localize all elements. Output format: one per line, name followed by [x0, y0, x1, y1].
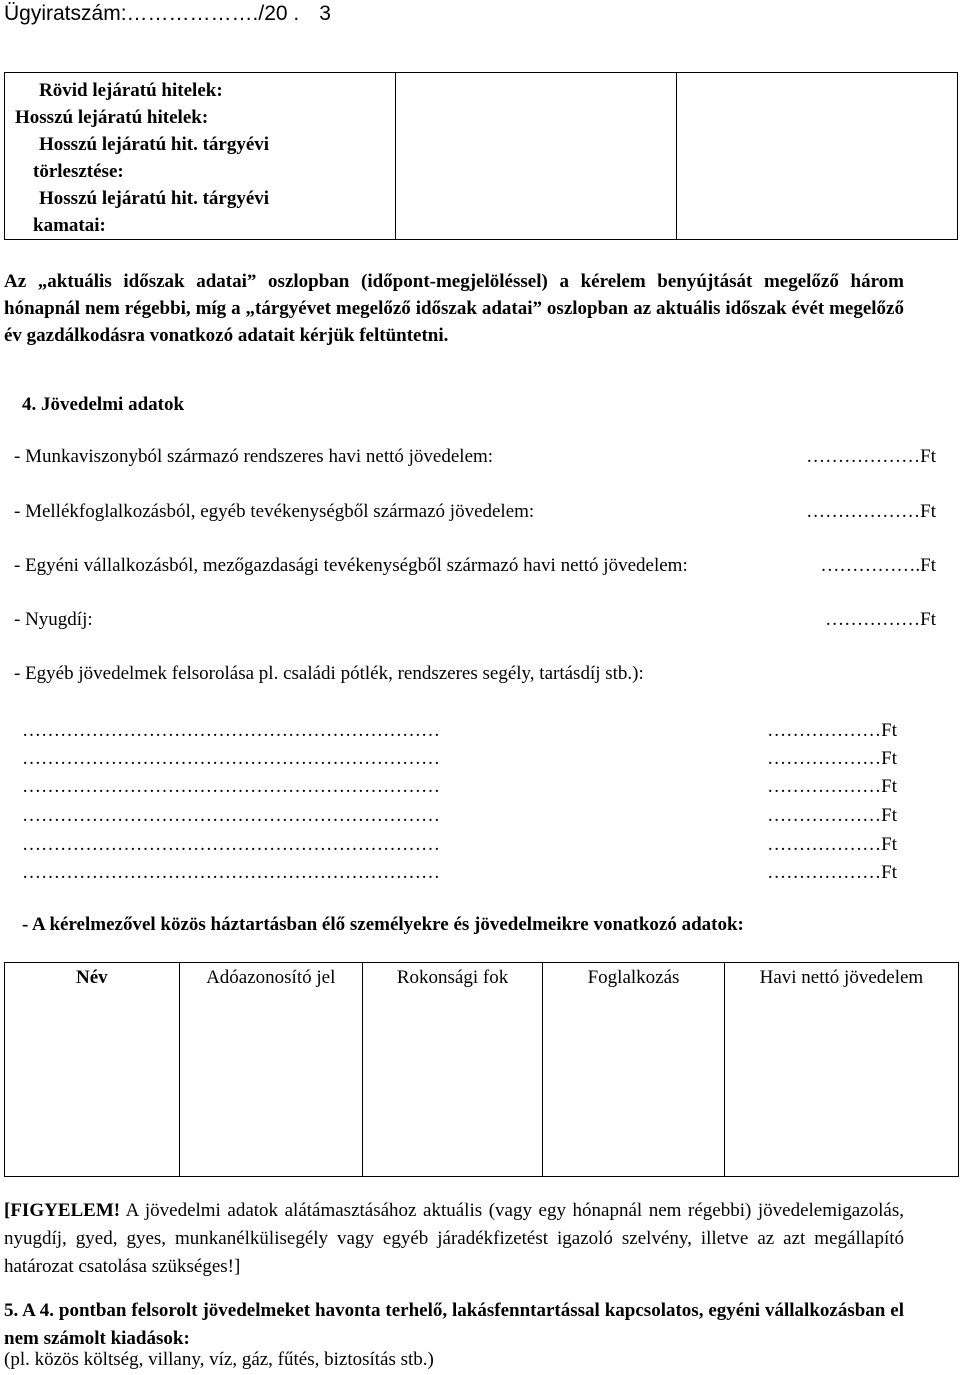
long-term-repayment-label-2: törlesztése: — [33, 161, 124, 182]
other-income-line[interactable] — [22, 834, 897, 856]
household-title: - A kérelmezővel közös háztartásban élő személyekre és jövedelmeikre vonatkozó adatok: — [22, 914, 744, 935]
household-table — [4, 962, 959, 1177]
income-value-field[interactable]: …………….Ft — [820, 555, 936, 576]
income-row-pension — [14, 609, 936, 631]
income-row-self-employed — [14, 555, 936, 577]
period-note-paragraph: Az „aktuális időszak adatai” oszlopban (időpont-megjelöléssel) a kérelem benyújtását megelőző három hónapnál nem régebbi, míg a „tárgyévet megelőző időszak adatai” oszlopban az aktuális időszak évét megelőző év gazdálkodásra vonatkozó adatait kérjük feltüntetni. — [4, 271, 904, 346]
warning-label: [FIGYELEM! — [4, 1200, 121, 1221]
section5-title: 5. A 4. pontban felsorolt jövedelmeket havonta terhelő, lakásfenntartással kapcsolatos, egyéni vállalkozásban el nem számolt kiadások: — [4, 1300, 904, 1349]
warning-text: A jövedelmi adatok alátámasztásához aktuális (vagy egy hónapnál nem régebbi) jövedelemigazolás, nyugdíj, gyed, gyes, munkanélkülisegély vagy egyéb járadékfizetést igazoló szelvény, illetve az azt megállapító határozat csatolása szükséges!] — [4, 1200, 904, 1277]
other-income-line[interactable] — [22, 748, 897, 770]
other-income-description[interactable]: ………………………………………………………… — [22, 805, 440, 826]
long-term-loans-label: Hosszú lejáratú hitelek: — [15, 107, 209, 128]
loans-table — [4, 72, 958, 240]
other-income-line[interactable] — [22, 862, 897, 884]
page-number: 3 — [319, 2, 331, 25]
other-income-description[interactable]: ………………………………………………………… — [22, 776, 440, 797]
warning-note — [4, 1197, 904, 1281]
other-income-line[interactable] — [22, 776, 897, 798]
other-income-amount[interactable]: ………………Ft — [767, 748, 897, 769]
reference-number: Ügyiratszám:………………./20 . — [4, 2, 300, 25]
income-label: - Nyugdíj: — [14, 609, 93, 630]
document-header — [4, 2, 331, 26]
section4-title: 4. Jövedelmi adatok — [22, 394, 185, 415]
income-value-field[interactable]: ………………Ft — [806, 501, 936, 522]
other-income-amount[interactable]: ………………Ft — [767, 834, 897, 855]
column-tax-id[interactable]: Adóazonosító jel — [179, 963, 362, 1177]
other-income-description[interactable]: ………………………………………………………… — [22, 720, 440, 741]
long-term-interest-label-2: kamatai: — [33, 215, 106, 236]
other-income-description[interactable]: ………………………………………………………… — [22, 748, 440, 769]
column-occupation[interactable]: Foglalkozás — [543, 963, 725, 1177]
long-term-interest-label: Hosszú lejáratú hit. tárgyévi — [39, 188, 270, 209]
income-label: - Egyéni vállalkozásból, mezőgazdasági tevékenységből származó havi nettó jövedelem: — [14, 555, 688, 576]
income-label: - Mellékfoglalkozásból, egyéb tevékenységből származó jövedelem: — [14, 501, 535, 522]
other-income-amount[interactable]: ………………Ft — [767, 862, 897, 883]
other-income-line[interactable] — [22, 720, 897, 742]
column-name[interactable]: Név — [5, 963, 180, 1177]
other-income-line[interactable] — [22, 805, 897, 827]
income-row-secondary — [14, 501, 936, 523]
loans-current-period-cell[interactable] — [396, 73, 677, 240]
long-term-repayment-label: Hosszú lejáratú hit. tárgyévi — [39, 134, 270, 155]
income-value-field[interactable]: ………………Ft — [806, 446, 936, 467]
loans-previous-period-cell[interactable] — [677, 73, 958, 240]
column-net-income[interactable]: Havi nettó jövedelem — [724, 963, 958, 1177]
other-income-description[interactable]: ………………………………………………………… — [22, 862, 440, 883]
section5-subtitle: (pl. közös költség, villany, víz, gáz, fűtés, biztosítás stb.) — [4, 1349, 434, 1370]
income-value-field[interactable]: ……………Ft — [825, 609, 936, 630]
income-label: - Munkaviszonyból származó rendszeres havi nettó jövedelem: — [14, 446, 494, 467]
other-income-description[interactable]: ………………………………………………………… — [22, 834, 440, 855]
income-row-employment — [14, 446, 936, 468]
column-relationship[interactable]: Rokonsági fok — [362, 963, 542, 1177]
other-income-amount[interactable]: ………………Ft — [767, 776, 897, 797]
other-income-label: - Egyéb jövedelmek felsorolása pl. családi pótlék, rendszeres segély, tartásdíj stb.): — [14, 663, 644, 684]
other-income-amount[interactable]: ………………Ft — [767, 720, 897, 741]
short-term-loans-label: Rövid lejáratú hitelek: — [39, 80, 223, 101]
other-income-amount[interactable]: ………………Ft — [767, 805, 897, 826]
loans-label-cell — [5, 73, 396, 240]
